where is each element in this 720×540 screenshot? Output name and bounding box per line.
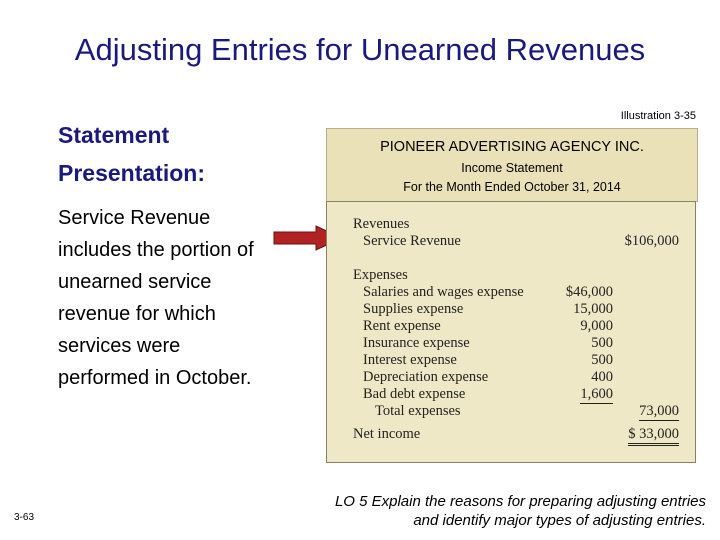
expense-label: Supplies expense bbox=[363, 301, 464, 317]
company-name: PIONEER ADVERTISING AGENCY INC. bbox=[380, 139, 644, 155]
expense-row bbox=[327, 284, 695, 301]
expense-amount: $46,000 bbox=[565, 284, 613, 300]
net-income-row bbox=[327, 426, 695, 443]
service-revenue-label: Service Revenue bbox=[363, 233, 461, 249]
learning-objective-line-2: and identify major types of adjusting entries. bbox=[413, 512, 706, 529]
expense-row bbox=[327, 352, 695, 369]
service-revenue-amount: $106,000 bbox=[624, 233, 679, 249]
total-expenses-row bbox=[327, 403, 695, 420]
expense-amount: 400 bbox=[591, 369, 613, 385]
heading-line-2: Presentation: bbox=[58, 160, 205, 186]
total-expenses-amount: 73,000 bbox=[639, 403, 679, 419]
expense-label: Rent expense bbox=[363, 318, 441, 334]
body-line: includes the portion of bbox=[58, 239, 254, 261]
expense-row bbox=[327, 335, 695, 352]
expense-row bbox=[327, 369, 695, 386]
page-number: 3-63 bbox=[14, 512, 35, 523]
expense-amount: 500 bbox=[591, 352, 613, 368]
expenses-label: Expenses bbox=[353, 267, 408, 283]
total-expenses-label: Total expenses bbox=[375, 403, 461, 419]
heading-line-1: Statement bbox=[58, 122, 170, 148]
explanation-text bbox=[58, 202, 288, 394]
body-line: unearned service bbox=[58, 271, 212, 293]
expense-amount: 1,600 bbox=[580, 386, 613, 402]
statement-title: Income Statement bbox=[461, 161, 563, 175]
statement-header bbox=[326, 128, 698, 202]
expense-amount: 9,000 bbox=[580, 318, 613, 334]
revenues-row bbox=[327, 216, 695, 233]
expenses-row bbox=[327, 267, 695, 284]
slide-title: Adjusting Entries for Unearned Revenues bbox=[74, 32, 646, 67]
body-line: revenue for which bbox=[58, 303, 216, 325]
expense-amount: 15,000 bbox=[573, 301, 613, 317]
learning-objective-line-1: LO 5 Explain the reasons for preparing adjusting entries bbox=[334, 493, 706, 510]
expense-row bbox=[327, 386, 695, 403]
body-line: services were bbox=[58, 335, 181, 357]
revenues-label: Revenues bbox=[353, 216, 410, 232]
statement-period: For the Month Ended October 31, 2014 bbox=[403, 180, 621, 194]
illustration-label: Illustration 3-35 bbox=[620, 110, 696, 122]
net-income-amount: $ 33,000 bbox=[628, 426, 679, 446]
section-heading bbox=[58, 116, 205, 192]
expense-row bbox=[327, 318, 695, 335]
expense-label: Bad debt expense bbox=[363, 386, 466, 402]
net-income-label: Net income bbox=[353, 426, 421, 442]
service-revenue-row bbox=[327, 233, 695, 250]
learning-objective bbox=[246, 492, 706, 530]
expense-label: Interest expense bbox=[363, 352, 457, 368]
expense-row bbox=[327, 301, 695, 318]
expense-label: Insurance expense bbox=[363, 335, 470, 351]
body-line: Service Revenue bbox=[58, 207, 211, 229]
body-line: performed in October. bbox=[58, 367, 252, 389]
expense-label: Depreciation expense bbox=[363, 369, 489, 385]
income-statement-table bbox=[326, 201, 696, 463]
expense-amount: 500 bbox=[591, 335, 613, 351]
expense-label: Salaries and wages expense bbox=[363, 284, 524, 300]
